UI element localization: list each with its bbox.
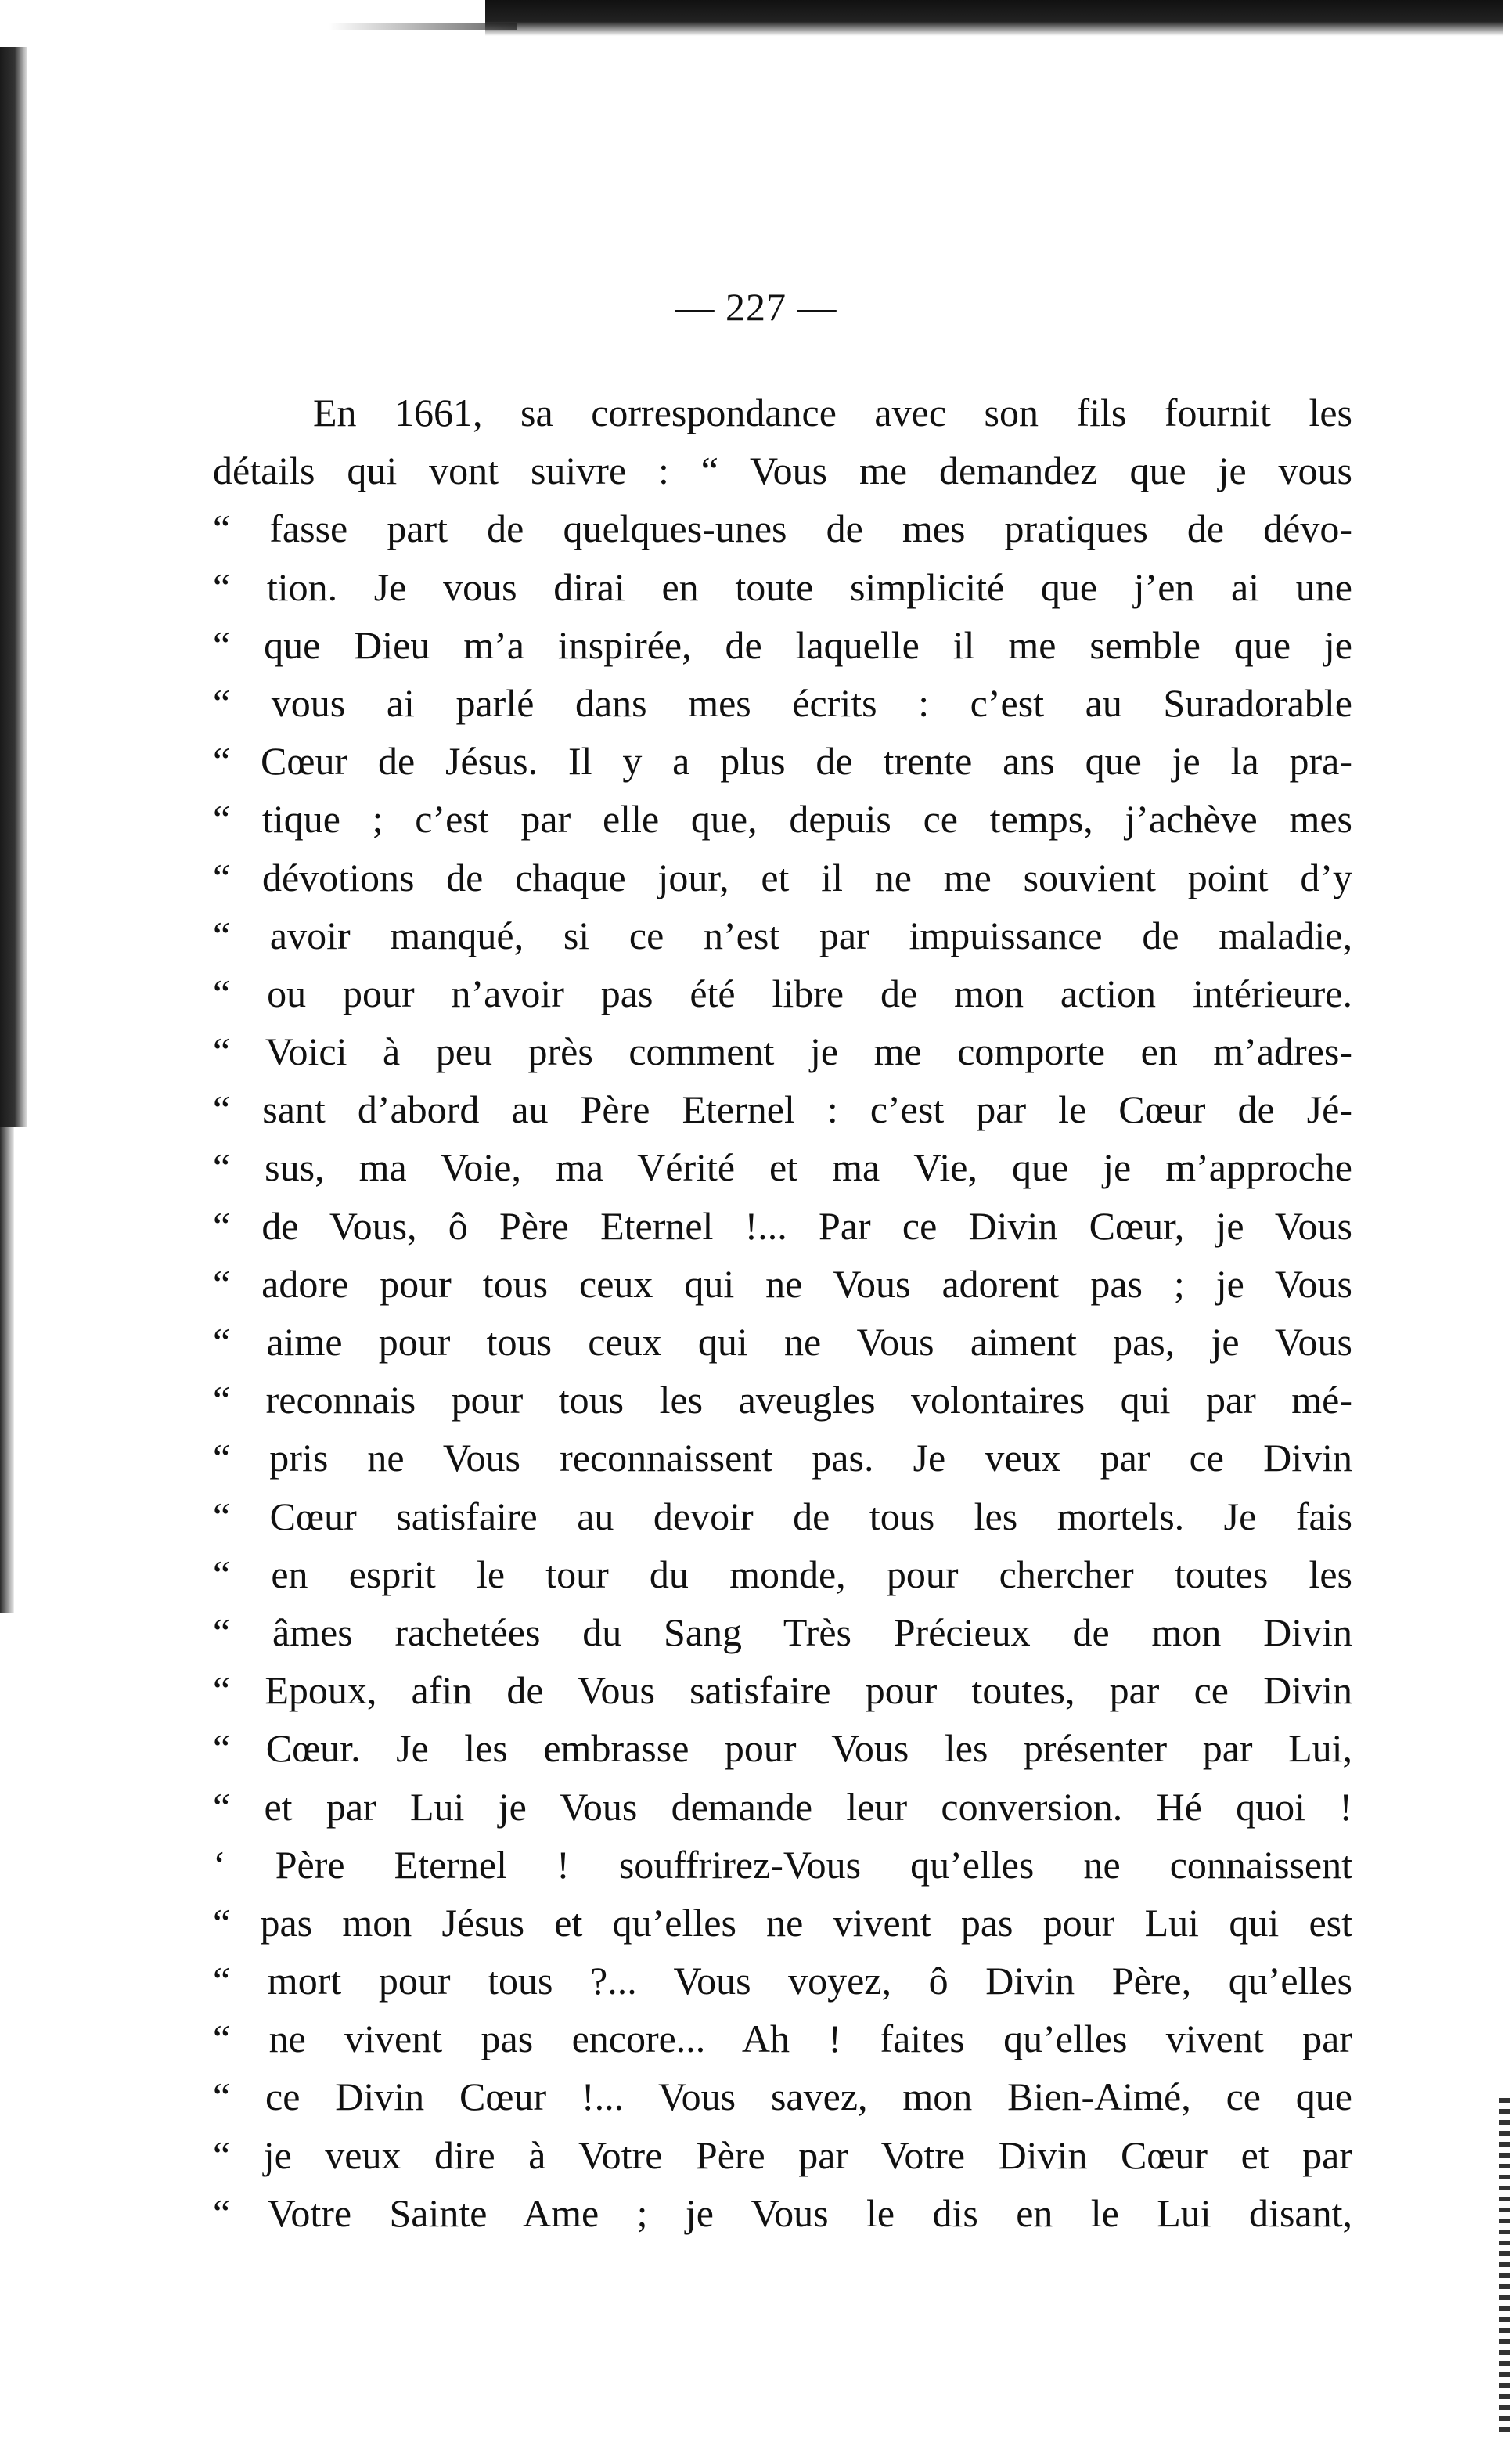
text-line: “ tion. Je vous dirai en toute simplicité que j’en ai une (213, 564, 1352, 609)
text-line: “ tique ; c’est par elle que, depuis ce temps, j’achève mes (213, 797, 1352, 842)
text-line: “ Voici à peu près comment je me comporte en m’adres- (213, 1029, 1352, 1074)
text-line: “ sant d’abord au Père Eternel : c’est par le Cœur de Jé- (213, 1087, 1352, 1132)
text-line: “ de Vous, ô Père Eternel !... Par ce Divin Cœur, je Vous (213, 1203, 1352, 1248)
text-line: “ adore pour tous ceux qui ne Vous adorent pas ; je Vous (213, 1261, 1352, 1306)
text-line: “ Epoux, afin de Vous satisfaire pour toutes, par ce Divin (213, 1668, 1352, 1713)
text-line: ‘ Père Eternel ! souffrirez-Vous qu’elles ne connaissent (213, 1842, 1352, 1887)
text-line: “ ne vivent pas encore... Ah ! faites qu’elles vivent par (213, 2017, 1352, 2061)
text-line: En 1661, sa correspondance avec son fils fournit les (313, 391, 1352, 434)
text-line: “ ce Divin Cœur !... Vous savez, mon Bien-Aimé, ce que (213, 2075, 1352, 2119)
text-line: “ pas mon Jésus et qu’elles ne vivent pas pour Lui qui est (213, 1900, 1352, 1945)
text-line: “ Cœur de Jésus. Il y a plus de trente ans que je la pra- (213, 739, 1352, 784)
text-line: détails qui vont suivre : “ Vous me demandez que je vous (213, 449, 1352, 493)
text-line: “ Cœur satisfaire au devoir de tous les mortels. Je fais (213, 1494, 1352, 1538)
text-line: “ et par Lui je Vous demande leur conversion. Hé quoi ! (213, 1784, 1352, 1829)
scan-top-edge-fade (329, 23, 517, 30)
text-line: “ reconnais pour tous les aveugles volontaires qui par mé- (213, 1378, 1352, 1422)
scan-left-edge-shadow-lower (0, 1127, 14, 1613)
text-line: “ pris ne Vous reconnaissent pas. Je veux par ce Divin (213, 1436, 1352, 1480)
text-line: “ dévotions de chaque jour, et il ne me souvient point d’y (213, 855, 1352, 899)
text-line: “ sus, ma Voie, ma Vérité et ma Vie, que je m’approche (213, 1145, 1352, 1190)
body-text (213, 384, 1352, 2242)
text-line: “ aime pour tous ceux qui ne Vous aiment pas, je Vous (213, 1320, 1352, 1364)
text-line: “ mort pour tous ?... Vous voyez, ô Divin Père, qu’elles (213, 1959, 1352, 2003)
text-line: “ avoir manqué, si ce n’est par impuissance de maladie, (213, 913, 1352, 957)
text-line: “ vous ai parlé dans mes écrits : c’est au Suradorable (213, 680, 1352, 725)
text-line: “ Cœur. Je les embrasse pour Vous les présenter par Lui, (213, 1726, 1352, 1771)
text-line: “ que Dieu m’a inspirée, de laquelle il me semble que je (213, 622, 1352, 667)
text-line: “ je veux dire à Votre Père par Votre Divin Cœur et par (213, 2132, 1352, 2177)
text-line: “ âmes rachetées du Sang Très Précieux de mon Divin (213, 1610, 1352, 1654)
text-line: “ fasse part de quelques-unes de mes pratiques de dévo- (213, 507, 1352, 551)
scan-top-edge-shadow (485, 0, 1503, 36)
page-number: — 227 — (675, 285, 837, 329)
text-line: “ ou pour n’avoir pas été libre de mon action intérieure. (213, 971, 1352, 1015)
scan-left-edge-shadow (0, 47, 27, 1127)
text-line: “ Votre Sainte Ame ; je Vous le dis en le Lui disant, (213, 2190, 1352, 2235)
scan-right-edge-marks (1499, 2098, 1510, 2435)
text-line: “ en esprit le tour du monde, pour chercher toutes les (213, 1552, 1352, 1596)
